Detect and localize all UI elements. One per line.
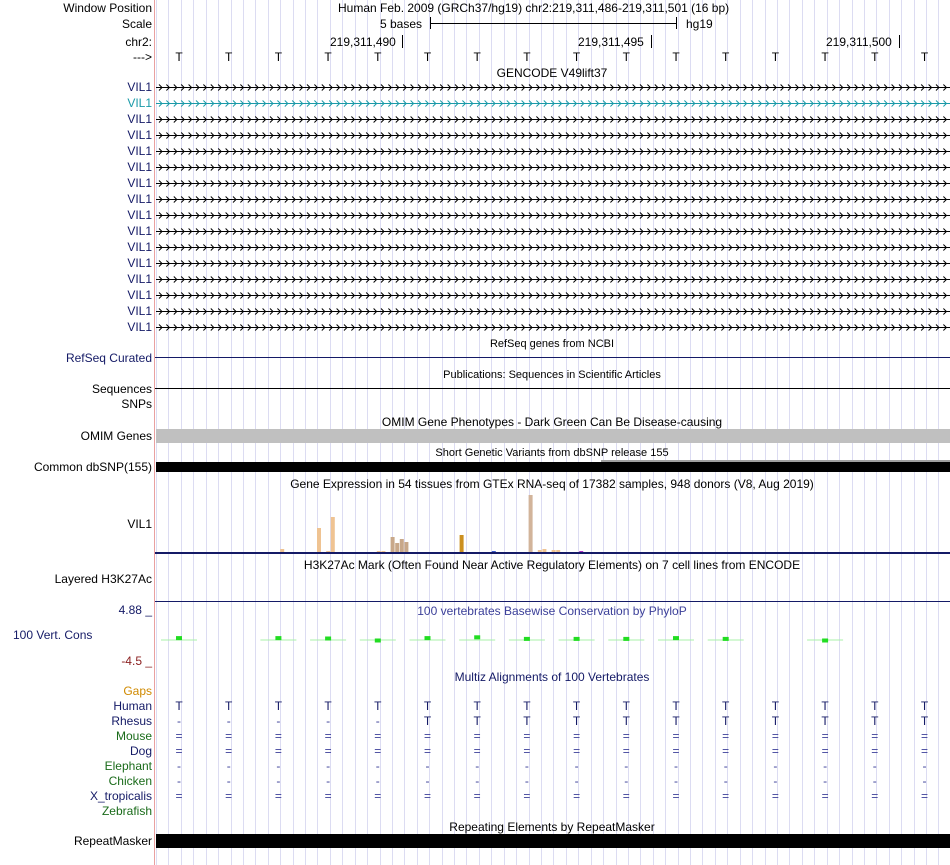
- multiz-base: -: [624, 759, 629, 773]
- multiz-species-label[interactable]: Elephant: [104, 759, 152, 773]
- multiz-base: -: [823, 759, 828, 773]
- gencode-gene-label[interactable]: VIL1: [127, 144, 152, 158]
- base-letter: T: [324, 50, 332, 64]
- cons-max-label: 4.88 _: [118, 603, 152, 617]
- cons-score[interactable]: [474, 635, 480, 639]
- multiz-base: -: [375, 759, 380, 773]
- cons-label[interactable]: 100 Vert. Cons: [13, 628, 93, 642]
- multiz-species-label[interactable]: Chicken: [108, 774, 152, 788]
- multiz-base: T: [871, 714, 879, 728]
- gtex-tissue-bar[interactable]: [395, 543, 399, 553]
- cons-track-title[interactable]: 100 vertebrates Basewise Conservation by PhyloP: [417, 604, 687, 618]
- multiz-base: -: [773, 774, 778, 788]
- multiz-base: T: [871, 699, 879, 713]
- cons-score[interactable]: [524, 637, 530, 641]
- multiz-species-label[interactable]: Dog: [129, 744, 152, 758]
- multiz-base: T: [274, 699, 283, 713]
- multiz-base: T: [473, 714, 481, 728]
- multiz-base: -: [226, 714, 231, 728]
- refseq-label[interactable]: RefSeq Curated: [65, 351, 152, 365]
- repeat-track-title[interactable]: Repeating Elements by RepeatMasker: [449, 820, 655, 834]
- multiz-base: =: [423, 789, 432, 803]
- multiz-base: -: [177, 759, 181, 773]
- base-letter: T: [374, 50, 382, 64]
- multiz-base: =: [473, 729, 481, 743]
- multiz-base: -: [425, 759, 430, 773]
- multiz-base: -: [326, 759, 331, 773]
- base-letter: T: [225, 50, 233, 64]
- gtex-tissue-bar[interactable]: [317, 528, 321, 553]
- multiz-base: T: [572, 699, 581, 713]
- base-letter: T: [175, 50, 183, 64]
- multiz-base: =: [374, 744, 382, 758]
- omim-label[interactable]: OMIM Genes: [80, 429, 152, 443]
- multiz-track-title[interactable]: Multiz Alignments of 100 Vertebrates: [454, 670, 650, 684]
- gencode-gene-label[interactable]: VIL1: [127, 208, 152, 222]
- multiz-base: =: [871, 729, 879, 743]
- multiz-base: =: [771, 729, 779, 743]
- multiz-base: =: [722, 729, 730, 743]
- gtex-tissue-bar[interactable]: [529, 495, 533, 553]
- multiz-base: =: [920, 729, 929, 743]
- multiz-base: =: [672, 744, 680, 758]
- cons-score[interactable]: [623, 637, 629, 641]
- repeat-bar[interactable]: [156, 834, 950, 848]
- multiz-base: =: [473, 744, 481, 758]
- base-letter: T: [423, 50, 432, 64]
- multiz-base: -: [674, 774, 678, 788]
- cons-score[interactable]: [723, 637, 729, 641]
- dbsnp-label[interactable]: Common dbSNP(155): [33, 460, 152, 474]
- multiz-base: -: [524, 759, 529, 773]
- omim-track-title[interactable]: OMIM Gene Phenotypes - Dark Green Can Be Disease-causing: [381, 415, 723, 429]
- base-letter: T: [722, 50, 730, 64]
- gencode-gene-label[interactable]: VIL1: [127, 320, 152, 334]
- gencode-gene-label[interactable]: VIL1: [127, 272, 152, 286]
- multiz-base: =: [920, 789, 929, 803]
- base-letter: T: [473, 50, 481, 64]
- multiz-base: -: [276, 714, 281, 728]
- cons-score[interactable]: [176, 636, 182, 640]
- multiz-base: T: [771, 699, 780, 713]
- multiz-base: =: [672, 729, 680, 743]
- cons-score[interactable]: [673, 636, 679, 640]
- multiz-base: =: [324, 789, 332, 803]
- multiz-base: =: [771, 789, 779, 803]
- dbsnp-bar[interactable]: [156, 462, 950, 472]
- multiz-base: =: [920, 744, 929, 758]
- multiz-base: -: [922, 759, 927, 773]
- dbsnp-bar-highlight: [601, 460, 950, 462]
- h3k27ac-track-title[interactable]: H3K27Ac Mark (Often Found Near Active Regulatory Elements) on 7 cell lines from ENCODE: [303, 558, 801, 572]
- multiz-base: =: [473, 789, 481, 803]
- multiz-base: T: [622, 699, 630, 713]
- multiz-base: T: [722, 714, 730, 728]
- multiz-base: =: [821, 729, 829, 743]
- cons-wiggle[interactable]: [155, 615, 950, 665]
- multiz-base: T: [523, 714, 531, 728]
- gtex-tissue-bar[interactable]: [404, 542, 408, 553]
- window-position-label: Window Position: [63, 1, 152, 15]
- base-letter: T: [523, 50, 531, 64]
- repeat-label[interactable]: RepeatMasker: [73, 834, 152, 848]
- multiz-base: =: [722, 789, 730, 803]
- gtex-tissue-bar[interactable]: [391, 537, 395, 553]
- gaps-label: Gaps: [123, 684, 152, 698]
- base-letter: T: [871, 50, 879, 64]
- cons-score[interactable]: [574, 637, 580, 641]
- multiz-base: =: [523, 789, 531, 803]
- pubs-track-title[interactable]: Publications: Sequences in Scientific Articles: [443, 369, 661, 381]
- multiz-base: =: [374, 729, 382, 743]
- multiz-base: =: [225, 744, 233, 758]
- multiz-base: -: [723, 759, 728, 773]
- omim-gene-bar[interactable]: [156, 429, 950, 443]
- cons-score[interactable]: [822, 639, 828, 643]
- pubs-line[interactable]: [155, 388, 950, 389]
- multiz-base: =: [871, 744, 879, 758]
- scale-db: hg19: [686, 17, 713, 31]
- chr-label: chr2:: [125, 35, 152, 49]
- multiz-base: -: [375, 774, 380, 788]
- multiz-base: T: [920, 699, 929, 713]
- scale-text: 5 bases: [380, 17, 423, 31]
- base-letter: T: [821, 50, 829, 64]
- multiz-base: =: [423, 744, 432, 758]
- multiz-species-label[interactable]: Human: [113, 699, 152, 713]
- multiz-base: T: [324, 699, 332, 713]
- multiz-base: -: [574, 774, 579, 788]
- pubs-label[interactable]: Sequences: [91, 382, 152, 396]
- coord-tick-mark-1: [402, 35, 403, 48]
- multiz-base: -: [226, 759, 231, 773]
- coord-tick-2: 219,311,495: [578, 35, 644, 49]
- gencode-gene-label[interactable]: VIL1: [127, 288, 152, 302]
- multiz-base: -: [475, 774, 480, 788]
- multiz-base: T: [821, 714, 829, 728]
- multiz-base: =: [573, 729, 581, 743]
- multiz-base: =: [175, 789, 183, 803]
- gtex-bar-chart[interactable]: [155, 490, 950, 555]
- multiz-base: =: [722, 744, 730, 758]
- multiz-base: -: [922, 774, 927, 788]
- multiz-base: =: [274, 789, 282, 803]
- snps-label[interactable]: SNPs: [121, 397, 152, 411]
- multiz-base: T: [821, 699, 829, 713]
- coord-tick-mark-2: [651, 35, 652, 48]
- multiz-species-label[interactable]: Zebrafish: [101, 804, 152, 818]
- cons-score[interactable]: [325, 637, 331, 641]
- multiz-base: -: [375, 714, 380, 728]
- gtex-track-title[interactable]: Gene Expression in 54 tissues from GTEx RNA-seq of 17382 samples, 948 donors (V8, Aug 2019): [290, 477, 814, 491]
- multiz-base: T: [672, 699, 680, 713]
- multiz-base: T: [473, 699, 481, 713]
- multiz-base: -: [524, 774, 529, 788]
- gtex-tissue-bar[interactable]: [460, 535, 464, 553]
- base-sequence-row: [155, 50, 950, 64]
- dbsnp-track-title[interactable]: Short Genetic Variants from dbSNP release 155: [435, 447, 669, 459]
- gencode-gene-label[interactable]: VIL1: [127, 160, 152, 174]
- multiz-base: =: [225, 729, 233, 743]
- cons-score[interactable]: [275, 636, 281, 640]
- multiz-base: =: [821, 789, 829, 803]
- multiz-base: =: [175, 744, 183, 758]
- gencode-gene-label[interactable]: VIL1: [127, 112, 152, 126]
- position-title[interactable]: Human Feb. 2009 (GRCh37/hg19) chr2:219,311,486-219,311,501 (16 bp): [338, 1, 730, 15]
- gencode-gene-label[interactable]: VIL1: [127, 96, 152, 110]
- multiz-base: =: [821, 744, 829, 758]
- gencode-transcripts[interactable]: [155, 80, 950, 336]
- strand-arrow-label: --->: [133, 50, 152, 64]
- h3k27ac-baseline: [155, 601, 950, 602]
- multiz-base: =: [871, 789, 879, 803]
- gencode-gene-label[interactable]: VIL1: [127, 176, 152, 190]
- multiz-base: -: [177, 714, 181, 728]
- multiz-base: T: [423, 714, 432, 728]
- multiz-base: -: [276, 774, 281, 788]
- multiz-base: =: [175, 729, 183, 743]
- multiz-base: T: [722, 699, 730, 713]
- cons-score[interactable]: [425, 636, 431, 640]
- multiz-base: -: [872, 774, 877, 788]
- cons-min-label: -4.5 _: [121, 654, 152, 668]
- h3k27ac-label[interactable]: Layered H3K27Ac: [54, 572, 152, 586]
- multiz-base: -: [326, 774, 331, 788]
- multiz-base: T: [225, 699, 233, 713]
- multiz-species-label[interactable]: Rhesus: [111, 714, 152, 728]
- multiz-base: -: [276, 759, 281, 773]
- gtex-tissue-bar[interactable]: [400, 539, 404, 553]
- multiz-base: -: [624, 774, 629, 788]
- gencode-gene-label[interactable]: VIL1: [127, 304, 152, 318]
- multiz-base: =: [274, 744, 282, 758]
- multiz-base: =: [672, 789, 680, 803]
- gtex-label[interactable]: VIL1: [127, 517, 152, 531]
- base-letter: T: [274, 50, 283, 64]
- multiz-base: T: [175, 699, 183, 713]
- multiz-base: -: [425, 774, 430, 788]
- multiz-base: =: [523, 729, 531, 743]
- gencode-gene-label[interactable]: VIL1: [127, 192, 152, 206]
- scale-bar: [430, 17, 677, 29]
- multiz-base: -: [326, 714, 331, 728]
- multiz-base: =: [423, 729, 432, 743]
- multiz-base: =: [324, 729, 332, 743]
- multiz-base: -: [574, 759, 579, 773]
- multiz-base: T: [374, 699, 382, 713]
- gencode-gene-label[interactable]: VIL1: [127, 128, 152, 142]
- multiz-base: =: [771, 744, 779, 758]
- coord-tick-mark-3: [899, 35, 900, 48]
- refseq-track-title[interactable]: RefSeq genes from NCBI: [489, 338, 615, 350]
- gencode-track-title[interactable]: GENCODE V49lift37: [496, 66, 608, 80]
- multiz-base: =: [622, 789, 630, 803]
- multiz-base: T: [920, 714, 929, 728]
- multiz-base: T: [423, 699, 432, 713]
- multiz-base: =: [374, 789, 382, 803]
- multiz-base: =: [324, 744, 332, 758]
- scale-label: Scale: [121, 17, 152, 31]
- multiz-base: -: [177, 774, 181, 788]
- multiz-base: =: [523, 744, 531, 758]
- multiz-base: -: [872, 759, 877, 773]
- multiz-base: T: [523, 699, 531, 713]
- multiz-base: -: [823, 774, 828, 788]
- base-letter: T: [622, 50, 630, 64]
- multiz-base: =: [622, 729, 630, 743]
- multiz-base: T: [672, 714, 680, 728]
- coord-tick-3: 219,311,500: [826, 35, 892, 49]
- multiz-base: T: [771, 714, 780, 728]
- multiz-base: =: [225, 789, 233, 803]
- multiz-base: -: [773, 759, 778, 773]
- base-letter: T: [672, 50, 680, 64]
- coord-tick-1: 219,311,490: [330, 35, 396, 49]
- multiz-base: -: [226, 774, 231, 788]
- gencode-gene-label[interactable]: VIL1: [127, 80, 152, 94]
- multiz-base: =: [622, 744, 630, 758]
- multiz-base: T: [572, 714, 581, 728]
- multiz-base: -: [723, 774, 728, 788]
- multiz-species-label[interactable]: Mouse: [115, 729, 152, 743]
- refseq-gene-line[interactable]: [155, 357, 950, 358]
- multiz-species-label[interactable]: X_tropicalis: [89, 789, 152, 803]
- multiz-base: =: [573, 744, 581, 758]
- base-letter: T: [920, 50, 929, 64]
- multiz-base: T: [622, 714, 630, 728]
- multiz-base: -: [674, 759, 678, 773]
- cons-score[interactable]: [375, 639, 381, 643]
- gencode-gene-label[interactable]: VIL1: [127, 256, 152, 270]
- gencode-gene-label[interactable]: VIL1: [127, 240, 152, 254]
- multiz-base: =: [573, 789, 581, 803]
- gencode-gene-label[interactable]: VIL1: [127, 224, 152, 238]
- multiz-base: =: [274, 729, 282, 743]
- multiz-base: -: [475, 759, 480, 773]
- base-letter: T: [771, 50, 780, 64]
- base-letter: T: [572, 50, 581, 64]
- gtex-tissue-bar[interactable]: [331, 517, 335, 553]
